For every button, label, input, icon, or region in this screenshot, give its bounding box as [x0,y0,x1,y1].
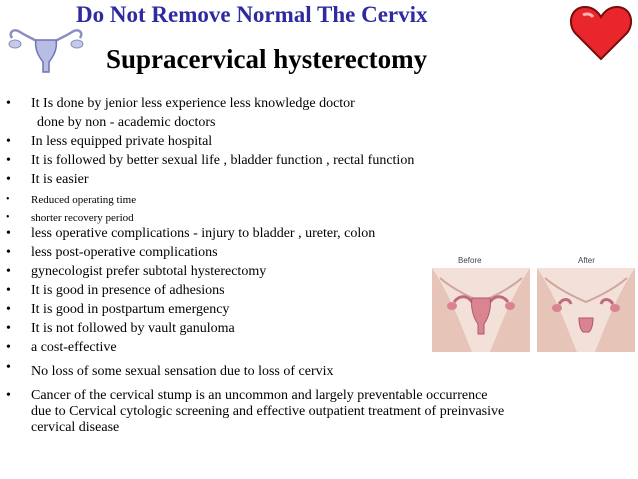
bullet-glyph: • [6,340,11,355]
bullet-glyph: • [6,212,10,223]
bullet-glyph: • [6,172,11,187]
before-after-figure [430,256,635,352]
bullet-glyph: • [6,264,11,279]
list-item-text: No loss of some sexual sensation due to loss of cervix [31,364,334,379]
page-subtitle: Supracervical hysterectomy [106,44,428,74]
bullet-glyph: • [6,360,11,375]
uterus-icon [6,24,86,76]
list-item-text: shorter recovery period [31,212,134,224]
list-item-text: It is followed by better sexual life , bladder function , rectal function [31,153,415,168]
bullet-glyph: • [6,153,11,168]
bullet-glyph: • [6,134,11,149]
bullet-glyph: • [6,226,11,241]
list-item-text: less operative complications - injury to bladder , ureter, colon [31,226,376,241]
list-item-text: It is good in presence of adhesions [31,283,225,298]
list-item-text: Cancer of the cervical stump is an uncommon and largely preventable occurrence due to Cervical cytologic screening and effective outpatient treatment of preinvasive cervical disease [31,388,505,435]
after-image [537,268,635,352]
list-item-text: In less equipped private hospital [31,134,213,149]
list-item-text: It Is done by jenior less experience less knowledge doctor [31,96,355,111]
list-item-text: It is easier [31,172,89,187]
list-item-text: a cost-effective [31,340,117,355]
list-item-text: It is good in postpartum emergency [31,302,230,317]
bullet-glyph: • [6,96,11,111]
bullet-glyph: • [6,283,11,298]
list-item-text: It is not followed by vault ganuloma [31,321,235,336]
bullet-glyph: • [6,321,11,336]
before-image [432,268,530,352]
bullet-glyph: • [6,388,11,403]
bullet-glyph: • [6,245,11,260]
heart-icon [569,3,633,61]
list-item-text: Reduced operating time [31,194,137,206]
before-label: Before [458,256,482,265]
bullet-glyph: • [6,194,10,205]
after-label: After [578,256,595,265]
list-item-text: less post-operative complications [31,245,218,260]
list-item-continuation: done by non - academic doctors [37,115,216,130]
page-title: Do Not Remove Normal The Cervix [76,2,428,27]
bullet-glyph: • [6,302,11,317]
list-item-text: gynecologist prefer subtotal hysterectomy [31,264,267,279]
